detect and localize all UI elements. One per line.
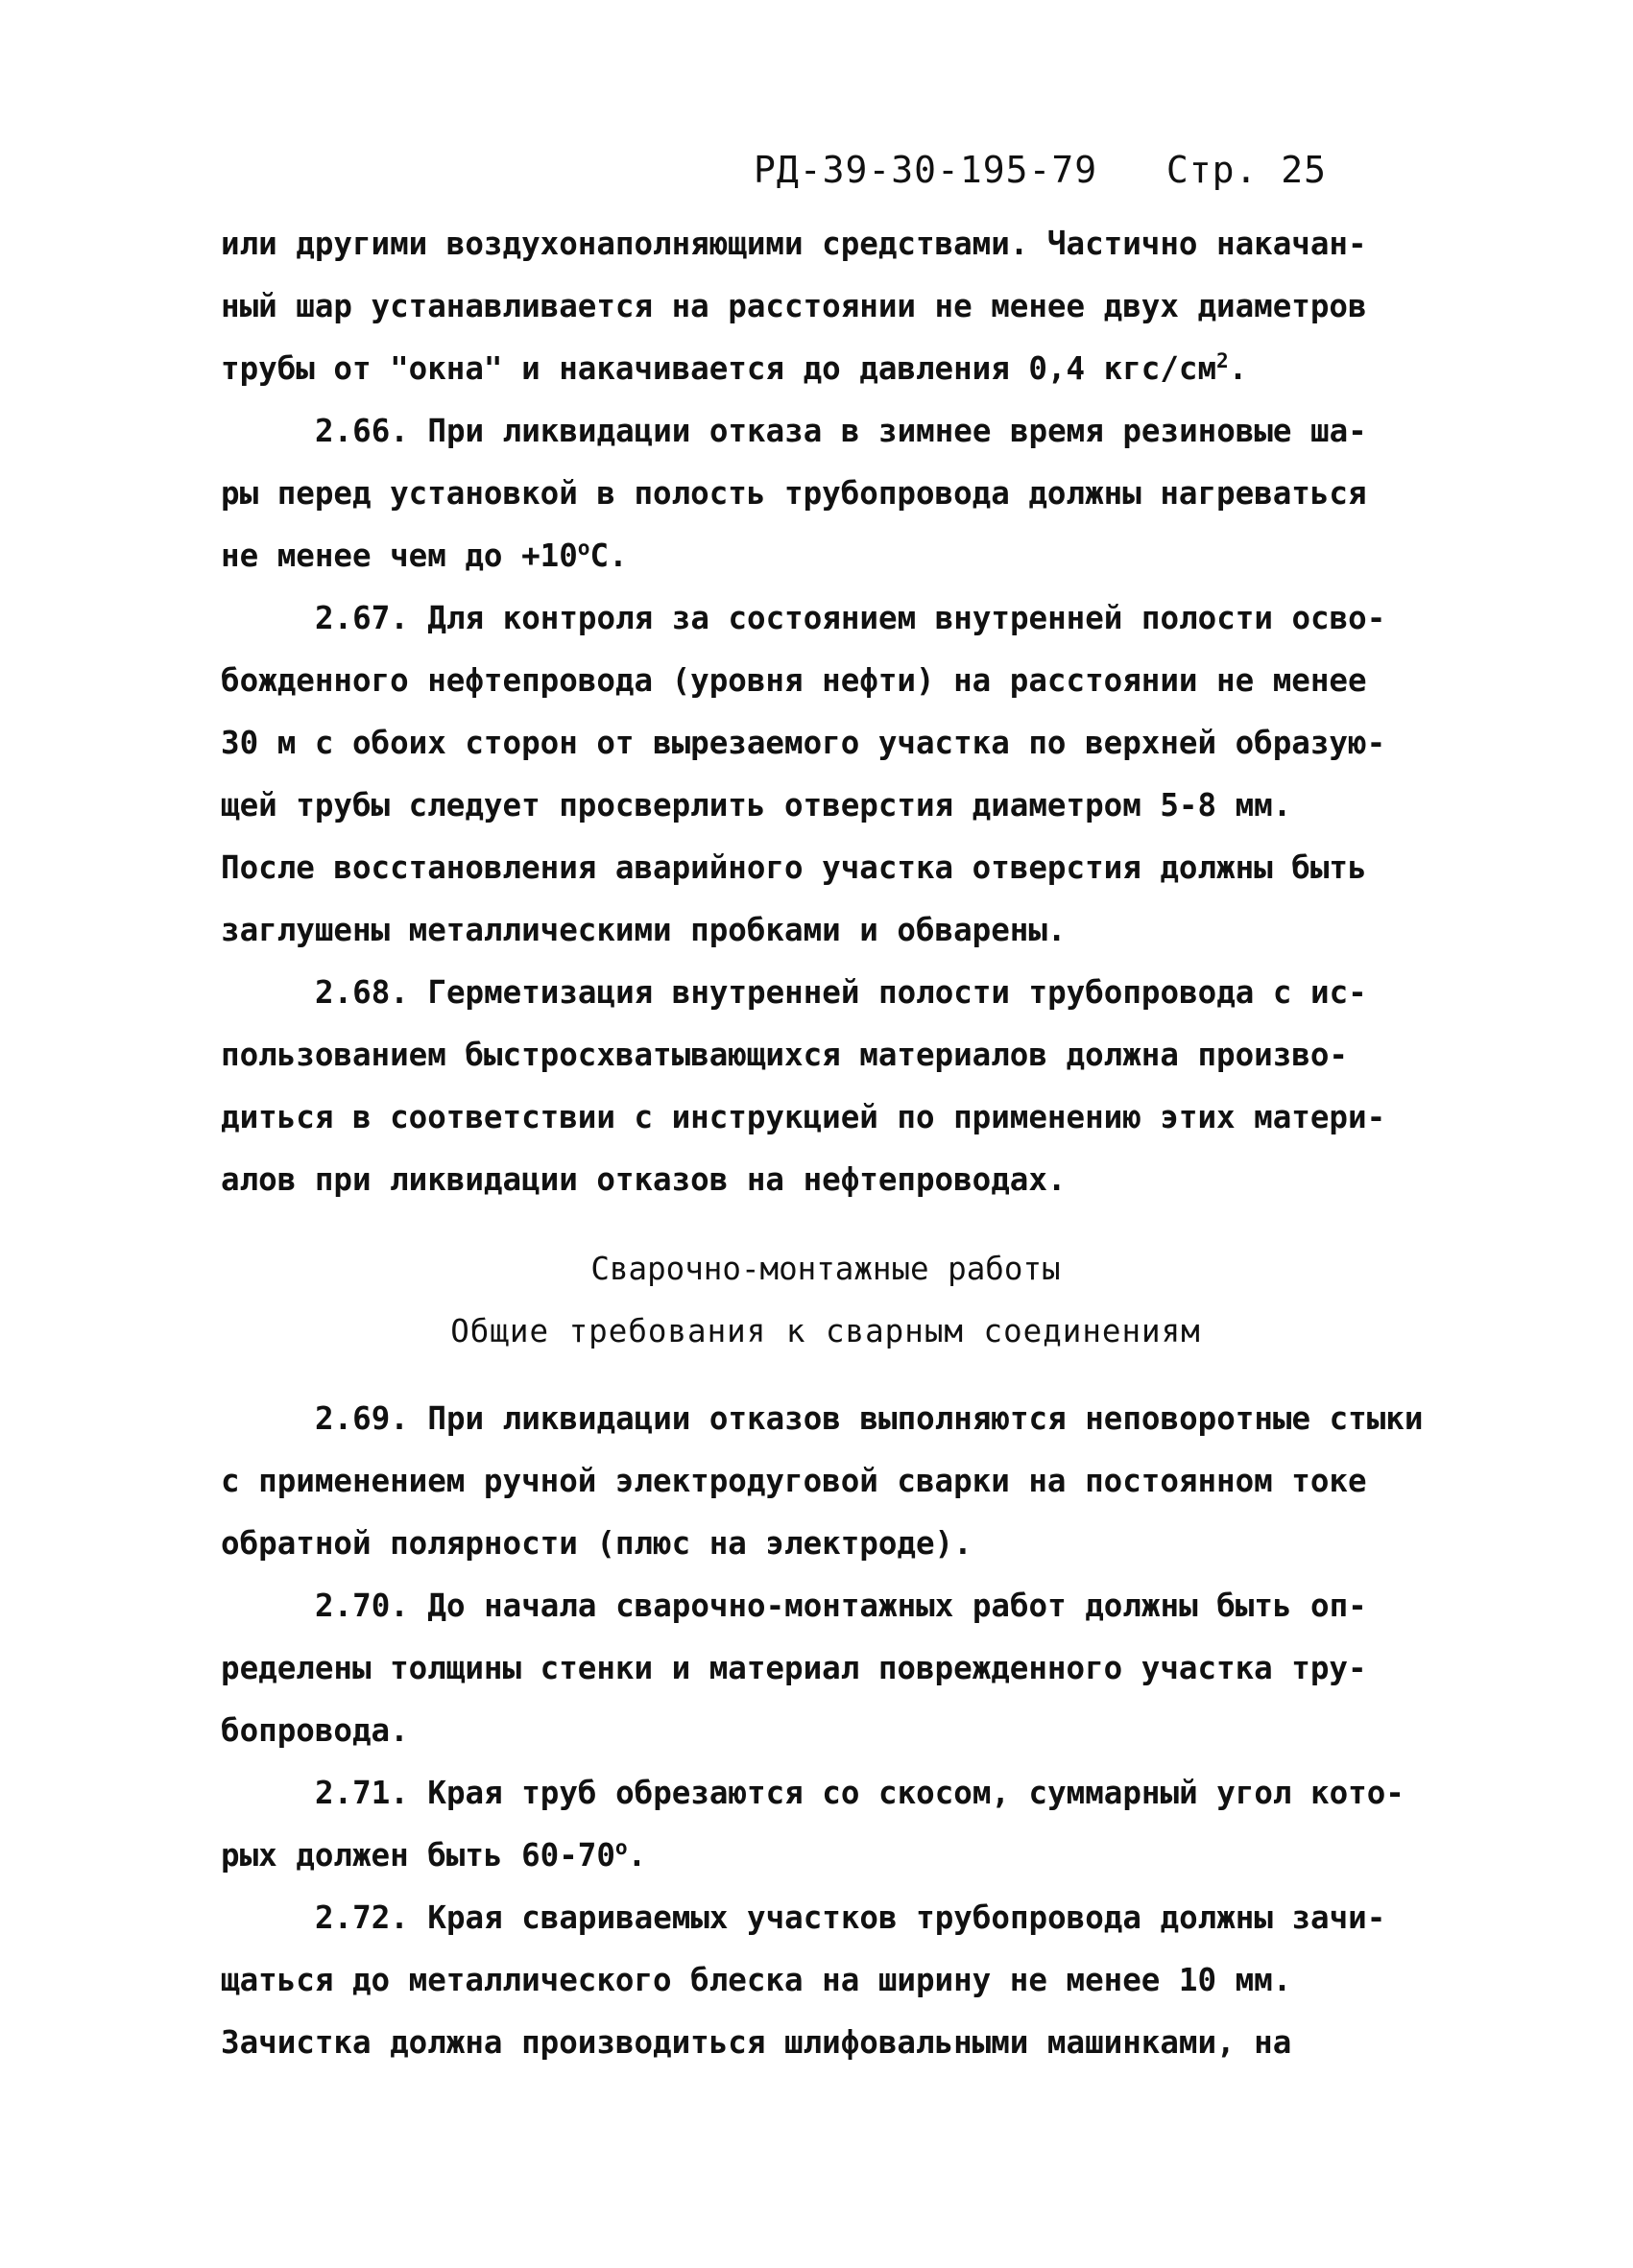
- text-line: 2.68. Герметизация внутренней полости трубопровода с ис-: [315, 974, 1367, 1011]
- section-subtitle: Общие требования к сварным соединениям: [450, 1313, 1201, 1349]
- text-line: с применением ручной электродуговой сварки на постоянном токе: [221, 1463, 1367, 1499]
- text-line: обратной полярности (плюс на электроде).: [221, 1525, 973, 1562]
- text-line: не менее чем до $+10^оС$.: [221, 536, 628, 574]
- text-line: 2.72. Края свариваемых участков трубопровода должны зачи-: [315, 1899, 1386, 1936]
- paragraph-continuation: [221, 213, 1430, 400]
- degree-sign: о: [577, 536, 590, 561]
- text-line: 2.67. Для контроля за состоянием внутренней полости осво-: [315, 600, 1386, 636]
- text-line: 30 м с обоих сторон от вырезаемого участка по верхней образую-: [221, 725, 1386, 761]
- text-line: алов при ликвидации отказов на нефтепроводах.: [221, 1161, 1067, 1198]
- paragraph-2-68: [221, 962, 1430, 1211]
- text-line: диться в соответствии с инструкцией по применению этих матери-: [221, 1099, 1386, 1135]
- paragraph-2-71: [221, 1762, 1430, 1887]
- text-line: 2.66. При ликвидации отказа в зимнее время резиновые ша-: [315, 413, 1367, 449]
- text-line: или другими воздухонаполняющими средствами. Частично накачан-: [221, 226, 1367, 262]
- text-line: ры перед установкой в полость трубопровода должны нагреваться: [221, 475, 1367, 512]
- superscript: 2: [1216, 348, 1229, 373]
- document-body: [221, 213, 1430, 2074]
- text-line: щаться до металлического блеска на ширину не менее 10 мм.: [221, 1962, 1292, 1998]
- page-number: Стр. 25: [1165, 149, 1327, 191]
- paragraph-2-66: [221, 400, 1430, 587]
- section-title: Сварочно-монтажные работы: [590, 1251, 1061, 1287]
- text-line: бопровода.: [221, 1712, 409, 1749]
- paragraph-2-70: [221, 1575, 1430, 1762]
- text-line: божденного нефтепровода (уровня нефти) на расстоянии не менее: [221, 662, 1367, 699]
- text-line: ределены толщины стенки и материал поврежденного участка тру-: [221, 1650, 1367, 1686]
- degree-sign: о: [614, 1835, 628, 1860]
- text-line: После восстановления аварийного участка отверстия должны быть: [221, 849, 1367, 886]
- text-line: пользованием быстросхватывающихся материалов должна произво-: [221, 1037, 1348, 1073]
- text-line: 2.69. При ликвидации отказов выполняются неповоротные стыки: [315, 1400, 1424, 1437]
- text-line: трубы от "окна" и накачивается до давления 0,4 кгс/$см^2$.: [221, 348, 1248, 387]
- text-line: рых должен быть $60-70^о$.: [221, 1835, 647, 1874]
- document-code: РД-39-30-195-79: [754, 149, 1098, 191]
- text-line: 2.70. До начала сварочно-монтажных работ должны быть оп-: [315, 1588, 1367, 1624]
- text-line: Зачистка должна производиться шлифовальными машинками, на: [221, 2024, 1292, 2061]
- text-line: щей трубы следует просверлить отверстия диаметром 5-8 мм.: [221, 787, 1292, 824]
- paragraph-2-67: [221, 587, 1430, 962]
- paragraph-2-72: [221, 1887, 1430, 2074]
- paragraph-2-69: [221, 1388, 1430, 1575]
- page-header: [754, 149, 1327, 191]
- text-line: ный шар устанавливается на расстоянии не менее двух диаметров: [221, 288, 1367, 324]
- text-line: 2.71. Края труб обрезаются со скосом, суммарный угол кото-: [315, 1775, 1405, 1811]
- text-line: заглушены металлическими пробками и обварены.: [221, 912, 1067, 948]
